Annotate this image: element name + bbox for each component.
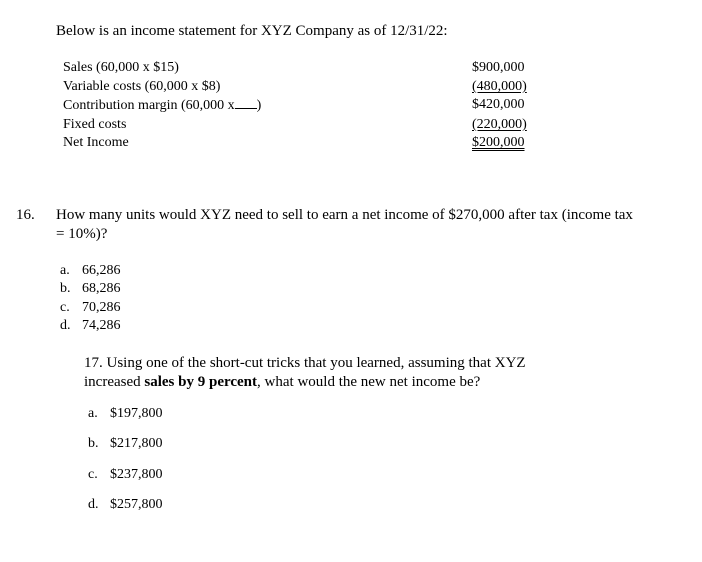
q16-option-text: 70,286 xyxy=(82,300,121,315)
q17-option-c[interactable] xyxy=(88,466,163,483)
q16-option-letter: b. xyxy=(60,281,71,296)
contribution-margin-label xyxy=(63,96,261,114)
q17-option-letter: d. xyxy=(88,497,99,512)
question-16-text-line2: = 10%)? xyxy=(56,226,108,242)
cm-label-start: Contribution margin (60,000 x xyxy=(63,98,235,113)
q16-option-c[interactable] xyxy=(60,299,121,316)
q17-line2-bold: sales by 9 percent xyxy=(144,374,258,390)
q16-option-letter: a. xyxy=(60,263,70,278)
cm-blank xyxy=(235,96,257,109)
q16-option-text: 66,286 xyxy=(82,263,121,278)
q17-option-d[interactable] xyxy=(88,496,163,513)
q17-option-a[interactable] xyxy=(88,405,163,422)
q16-option-b[interactable] xyxy=(60,280,121,297)
intro-text: Below is an income statement for XYZ Company as of 12/31/22: xyxy=(56,23,448,39)
q16-option-letter: d. xyxy=(60,318,71,333)
q17-option-text: $257,800 xyxy=(110,497,163,512)
sales-value: $900,000 xyxy=(472,60,525,75)
q16-option-text: 68,286 xyxy=(82,281,121,296)
q17-line2-start: increased xyxy=(84,374,145,390)
q17-option-letter: a. xyxy=(88,406,98,421)
q17-option-letter: c. xyxy=(88,467,98,482)
variable-costs-label: Variable costs (60,000 x $8) xyxy=(63,79,221,94)
fixed-costs-label: Fixed costs xyxy=(63,117,127,132)
q16-option-a[interactable] xyxy=(60,262,121,279)
q16-option-letter: c. xyxy=(60,300,70,315)
question-16-text-line1: How many units would XYZ need to sell to earn a net income of $270,000 after tax (income tax xyxy=(56,207,633,223)
q17-line2-end: , what would the new net income be? xyxy=(257,374,481,390)
question-17-text-line1: 17. Using one of the short-cut tricks that you learned, assuming that XYZ xyxy=(84,355,526,371)
contribution-margin-value: $420,000 xyxy=(472,97,525,112)
fixed-costs-value: (220,000) xyxy=(472,117,527,132)
sales-label: Sales (60,000 x $15) xyxy=(63,60,179,75)
cm-label-end: ) xyxy=(256,98,262,113)
net-income-value: $200,000 xyxy=(472,135,525,150)
q17-option-b[interactable] xyxy=(88,435,163,452)
q17-option-letter: b. xyxy=(88,436,99,451)
q17-option-text: $237,800 xyxy=(110,467,163,482)
question-16-number: 16. xyxy=(16,207,35,223)
q17-option-text: $217,800 xyxy=(110,436,163,451)
q16-option-text: 74,286 xyxy=(82,318,121,333)
q17-option-text: $197,800 xyxy=(110,406,163,421)
q16-option-d[interactable] xyxy=(60,317,121,334)
variable-costs-value: (480,000) xyxy=(472,79,527,94)
question-17-text-line2 xyxy=(84,373,480,391)
net-income-label: Net Income xyxy=(63,135,129,150)
